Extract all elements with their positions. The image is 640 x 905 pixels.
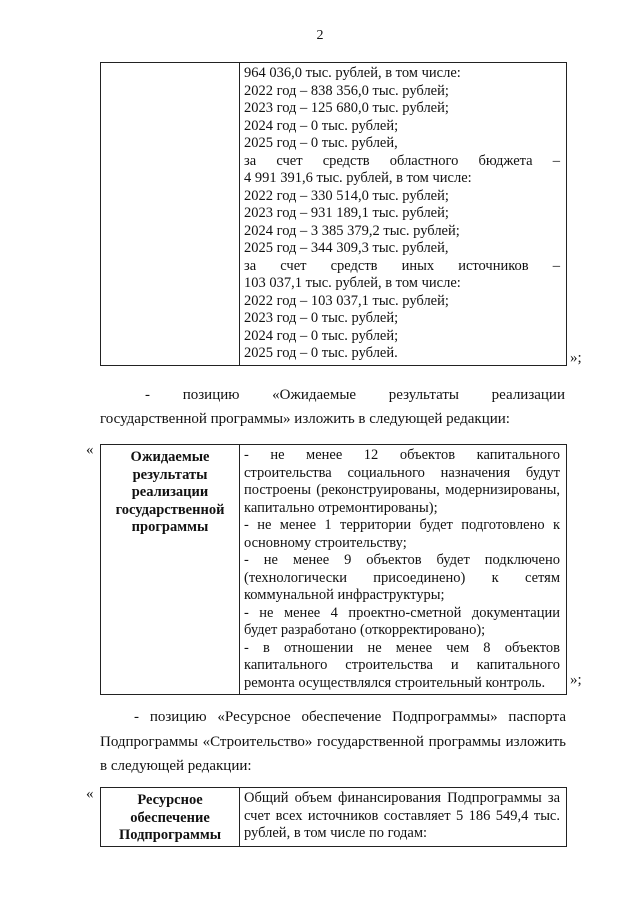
resource-table xyxy=(100,787,567,847)
expected-results-label: Ожидаемые результаты реализации государственной программы xyxy=(101,445,240,695)
financing-line: 103 037,1 тыс. рублей, в том числе: xyxy=(244,275,461,291)
amendment-paragraph: государственной программы» изложить в следующей редакции: xyxy=(100,411,510,427)
financing-line: 2024 год – 0 тыс. рублей; xyxy=(244,117,399,134)
result-item: - не менее 4 проектно-сметной документации будет разработано (откорректировано); xyxy=(244,604,560,638)
financing-line: 4 991 391,6 тыс. рублей, в том числе: xyxy=(244,170,472,186)
financing-line: за счет средств областного бюджета – xyxy=(244,152,560,169)
financing-line: 2023 год – 931 189,1 тыс. рублей; xyxy=(244,205,449,221)
financing-table xyxy=(100,62,567,366)
closing-quote: »; xyxy=(570,350,582,366)
resource-text: Общий объем финансирования Подпрограммы за счет всех источников составляет 5 186 549,4 тыс. рублей, в том числе по годам: xyxy=(244,790,560,841)
resource-label: Ресурсное обеспечение Подпрограммы xyxy=(101,788,240,847)
amendment-paragraph: - позицию «Ожидаемые результаты реализации xyxy=(145,387,565,403)
financing-line: 2025 год – 0 тыс. рублей, xyxy=(244,135,398,151)
financing-line: 2022 год – 838 356,0 тыс. рублей; xyxy=(244,82,449,99)
opening-quote: « xyxy=(86,442,94,458)
financing-line: 2022 год – 103 037,1 тыс. рублей; xyxy=(244,292,449,309)
opening-quote: « xyxy=(86,786,94,802)
expected-results-table xyxy=(100,444,567,695)
financing-line: 2024 год – 0 тыс. рублей; xyxy=(244,327,399,344)
result-item: - не менее 12 объектов капитального строительства социального назначения будут построены (реконструированы, модернизированы, капитально отремонтированы); xyxy=(244,447,560,516)
page-number: 2 xyxy=(316,28,324,43)
financing-line: 2025 год – 0 тыс. рублей. xyxy=(244,345,398,361)
financing-line: за счет средств иных источников – xyxy=(244,257,560,274)
expected-results-content xyxy=(240,445,567,695)
result-item: - не менее 9 объектов будет подключено (технологически присоединено) к сетям коммунальной инфраструктуры; xyxy=(244,552,560,603)
financing-line: 2022 год – 330 514,0 тыс. рублей; xyxy=(244,187,449,204)
result-item: - не менее 1 территории будет подготовлено к основному строительству; xyxy=(244,517,560,551)
result-item: - в отношении не менее чем 8 объектов капитального строительства и капитального ремонта осуществлялся строительный контроль. xyxy=(244,639,560,691)
closing-quote: »; xyxy=(570,672,582,688)
financing-line: 2023 год – 0 тыс. рублей; xyxy=(244,310,399,326)
amendment-paragraph: - позицию «Ресурсное обеспечение Подпрограммы» паспорта Подпрограммы «Строительство» государственной программы изложить в следующей редакции: xyxy=(100,709,566,774)
financing-content-cell xyxy=(240,63,567,366)
resource-content xyxy=(240,788,567,847)
financing-label-cell xyxy=(101,63,240,366)
financing-line: 2023 год – 125 680,0 тыс. рублей; xyxy=(244,100,449,116)
financing-line: 2024 год – 3 385 379,2 тыс. рублей; xyxy=(244,222,460,239)
financing-line: 964 036,0 тыс. рублей, в том числе: xyxy=(244,65,461,81)
financing-line: 2025 год – 344 309,3 тыс. рублей, xyxy=(244,240,449,256)
